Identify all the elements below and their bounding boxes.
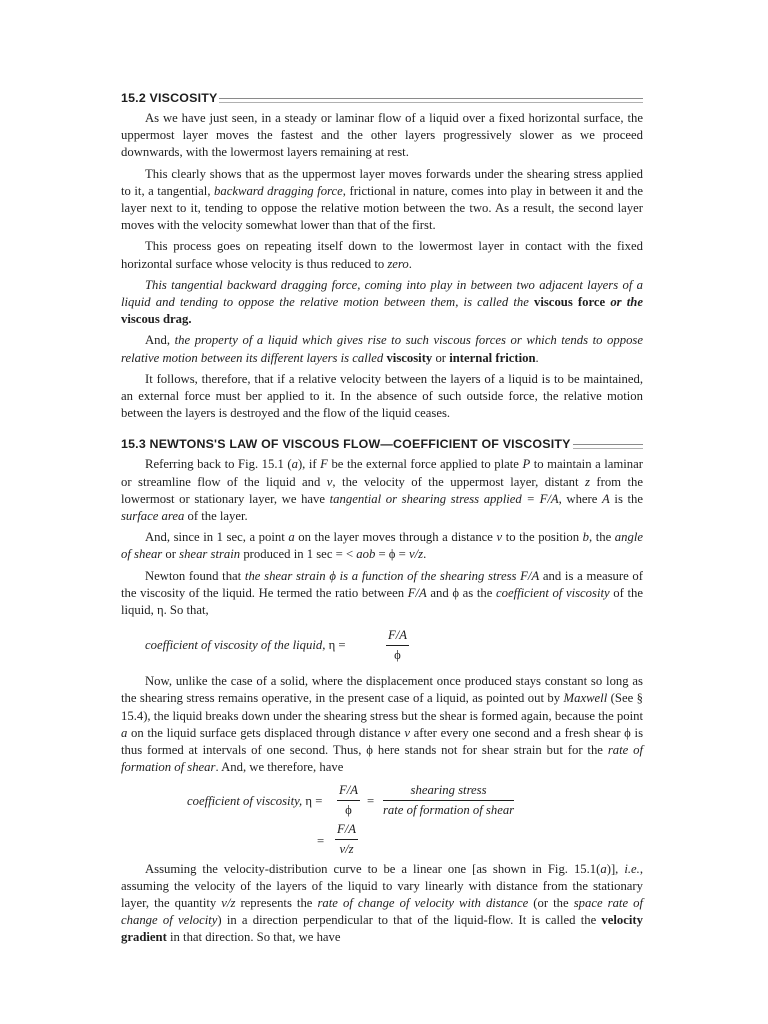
section-heading-viscosity [121, 90, 643, 106]
equals-sign: = [367, 793, 375, 808]
definition-viscous-force: This tangential backward dragging force, coming into play in between two adjacent layers of a liquid and tending to oppose the relative motion between them, is called the viscous force or the viscous drag. [121, 277, 643, 327]
section-heading-newtons-law [121, 436, 643, 452]
paragraph: Referring back to Fig. 15.1 (a), if F be the external force applied to plate P to maintain a laminar or streamline flow of the liquid and v, the velocity of the uppermost layer, distant z from the lowermost or stationary layer, we have tangential or shearing stress applied = F/A, where A is the surface area of the layer. [121, 457, 644, 524]
numerator: F/A [337, 782, 360, 801]
paragraph: It follows, therefore, that if a relative velocity between the layers of a liquid is to be maintained, an external force must ber applied to it. In the absence of such outside force, the relative motion between the layers is destroyed and the flow of the liquid ceases. [121, 371, 643, 421]
definition-viscosity: And, the property of a liquid which gives rise to such viscous forces or which tends to oppose relative motion between its different layers is called viscosity or internal friction. [121, 333, 643, 365]
numerator: F/A [386, 627, 409, 646]
denominator: ϕ [345, 802, 352, 817]
heading-rule [573, 444, 643, 449]
heading-text: 15.2 VISCOSITY [121, 91, 218, 105]
denominator: ϕ [394, 648, 401, 663]
paragraph: This clearly shows that as the uppermost layer moves forwards under the shearing stress applied to it, a tangential, backward dragging force, frictional in nature, comes into play in between it and the layer next to it, tending to oppose the relative motion between the two. As a result, the second layer moves with the velocity somewhat lower than that of the first. [121, 166, 643, 233]
fraction [383, 782, 514, 819]
paragraph: Newton found that the shear strain ϕ is a function of the shearing stress F/A and is a measure of the viscosity of the liquid. He termed the ratio between F/A and ϕ as the coefficient of viscosity of the liquid, η. So that, [121, 568, 643, 618]
equation-coefficient-of-viscosity [121, 623, 643, 667]
equation-viscosity-ratio [121, 779, 643, 857]
fraction [337, 782, 360, 819]
numerator: shearing stress [383, 782, 514, 801]
paragraph: As we have just seen, in a steady or laminar flow of a liquid over a fixed horizontal surface, the uppermost layer moves the fastest and the other layers progressively slower as we proceed downwards, with the lowermost layers remaining at rest. [121, 111, 643, 160]
paragraph: This process goes on repeating itself down to the lowermost layer in contact with the fixed horizontal surface whose velocity is thus reduced to zero. [121, 239, 643, 271]
numerator: F/A [335, 821, 358, 840]
document-body [121, 90, 643, 947]
denominator: v/z [339, 841, 354, 856]
equation-lhs: coefficient of viscosity, η = [187, 793, 323, 808]
heading-text: 15.3 NEWTONS'S LAW OF VISCOUS FLOW—COEFFICIENT OF VISCOSITY [121, 437, 571, 452]
fraction [386, 627, 409, 664]
paragraph: Now, unlike the case of a solid, where the displacement once produced stays constant so long as the shearing stress remains operative, in the present case of a liquid, as pointed out by Maxwell (See § 15.4), the liquid breaks down under the shearing stress but the shear is formed again, because the point a on the liquid surface gets displaced through distance v after every one second and a fresh shear ϕ is thus formed at intervals of one second. Thus, ϕ here stands not for shear strain but for the rate of formation of shear. And, we therefore, have [121, 674, 644, 775]
equals-sign: = [317, 833, 325, 848]
denominator: rate of formation of shear [383, 802, 515, 817]
heading-rule [219, 98, 643, 103]
paragraph: And, since in 1 sec, a point a on the layer moves through a distance v to the position b, the angle of shear or shear strain produced in 1 sec = < aob = ϕ = v/z. [121, 530, 643, 562]
equation-lhs: coefficient of viscosity of the liquid, η = [145, 638, 346, 653]
fraction [335, 821, 358, 858]
paragraph: Assuming the velocity-distribution curve to be a linear one [as shown in Fig. 15.1(a)], i.e., assuming the velocity of the layers of the liquid to vary linearly with distance from the stationary layer, the quantity v/z represents the rate of change of velocity with distance (or the space rate of change of velocity) in a direction perpendicular to that of the liquid-flow. It is called the velocity gradient in that direction. So that, we have [121, 861, 644, 945]
